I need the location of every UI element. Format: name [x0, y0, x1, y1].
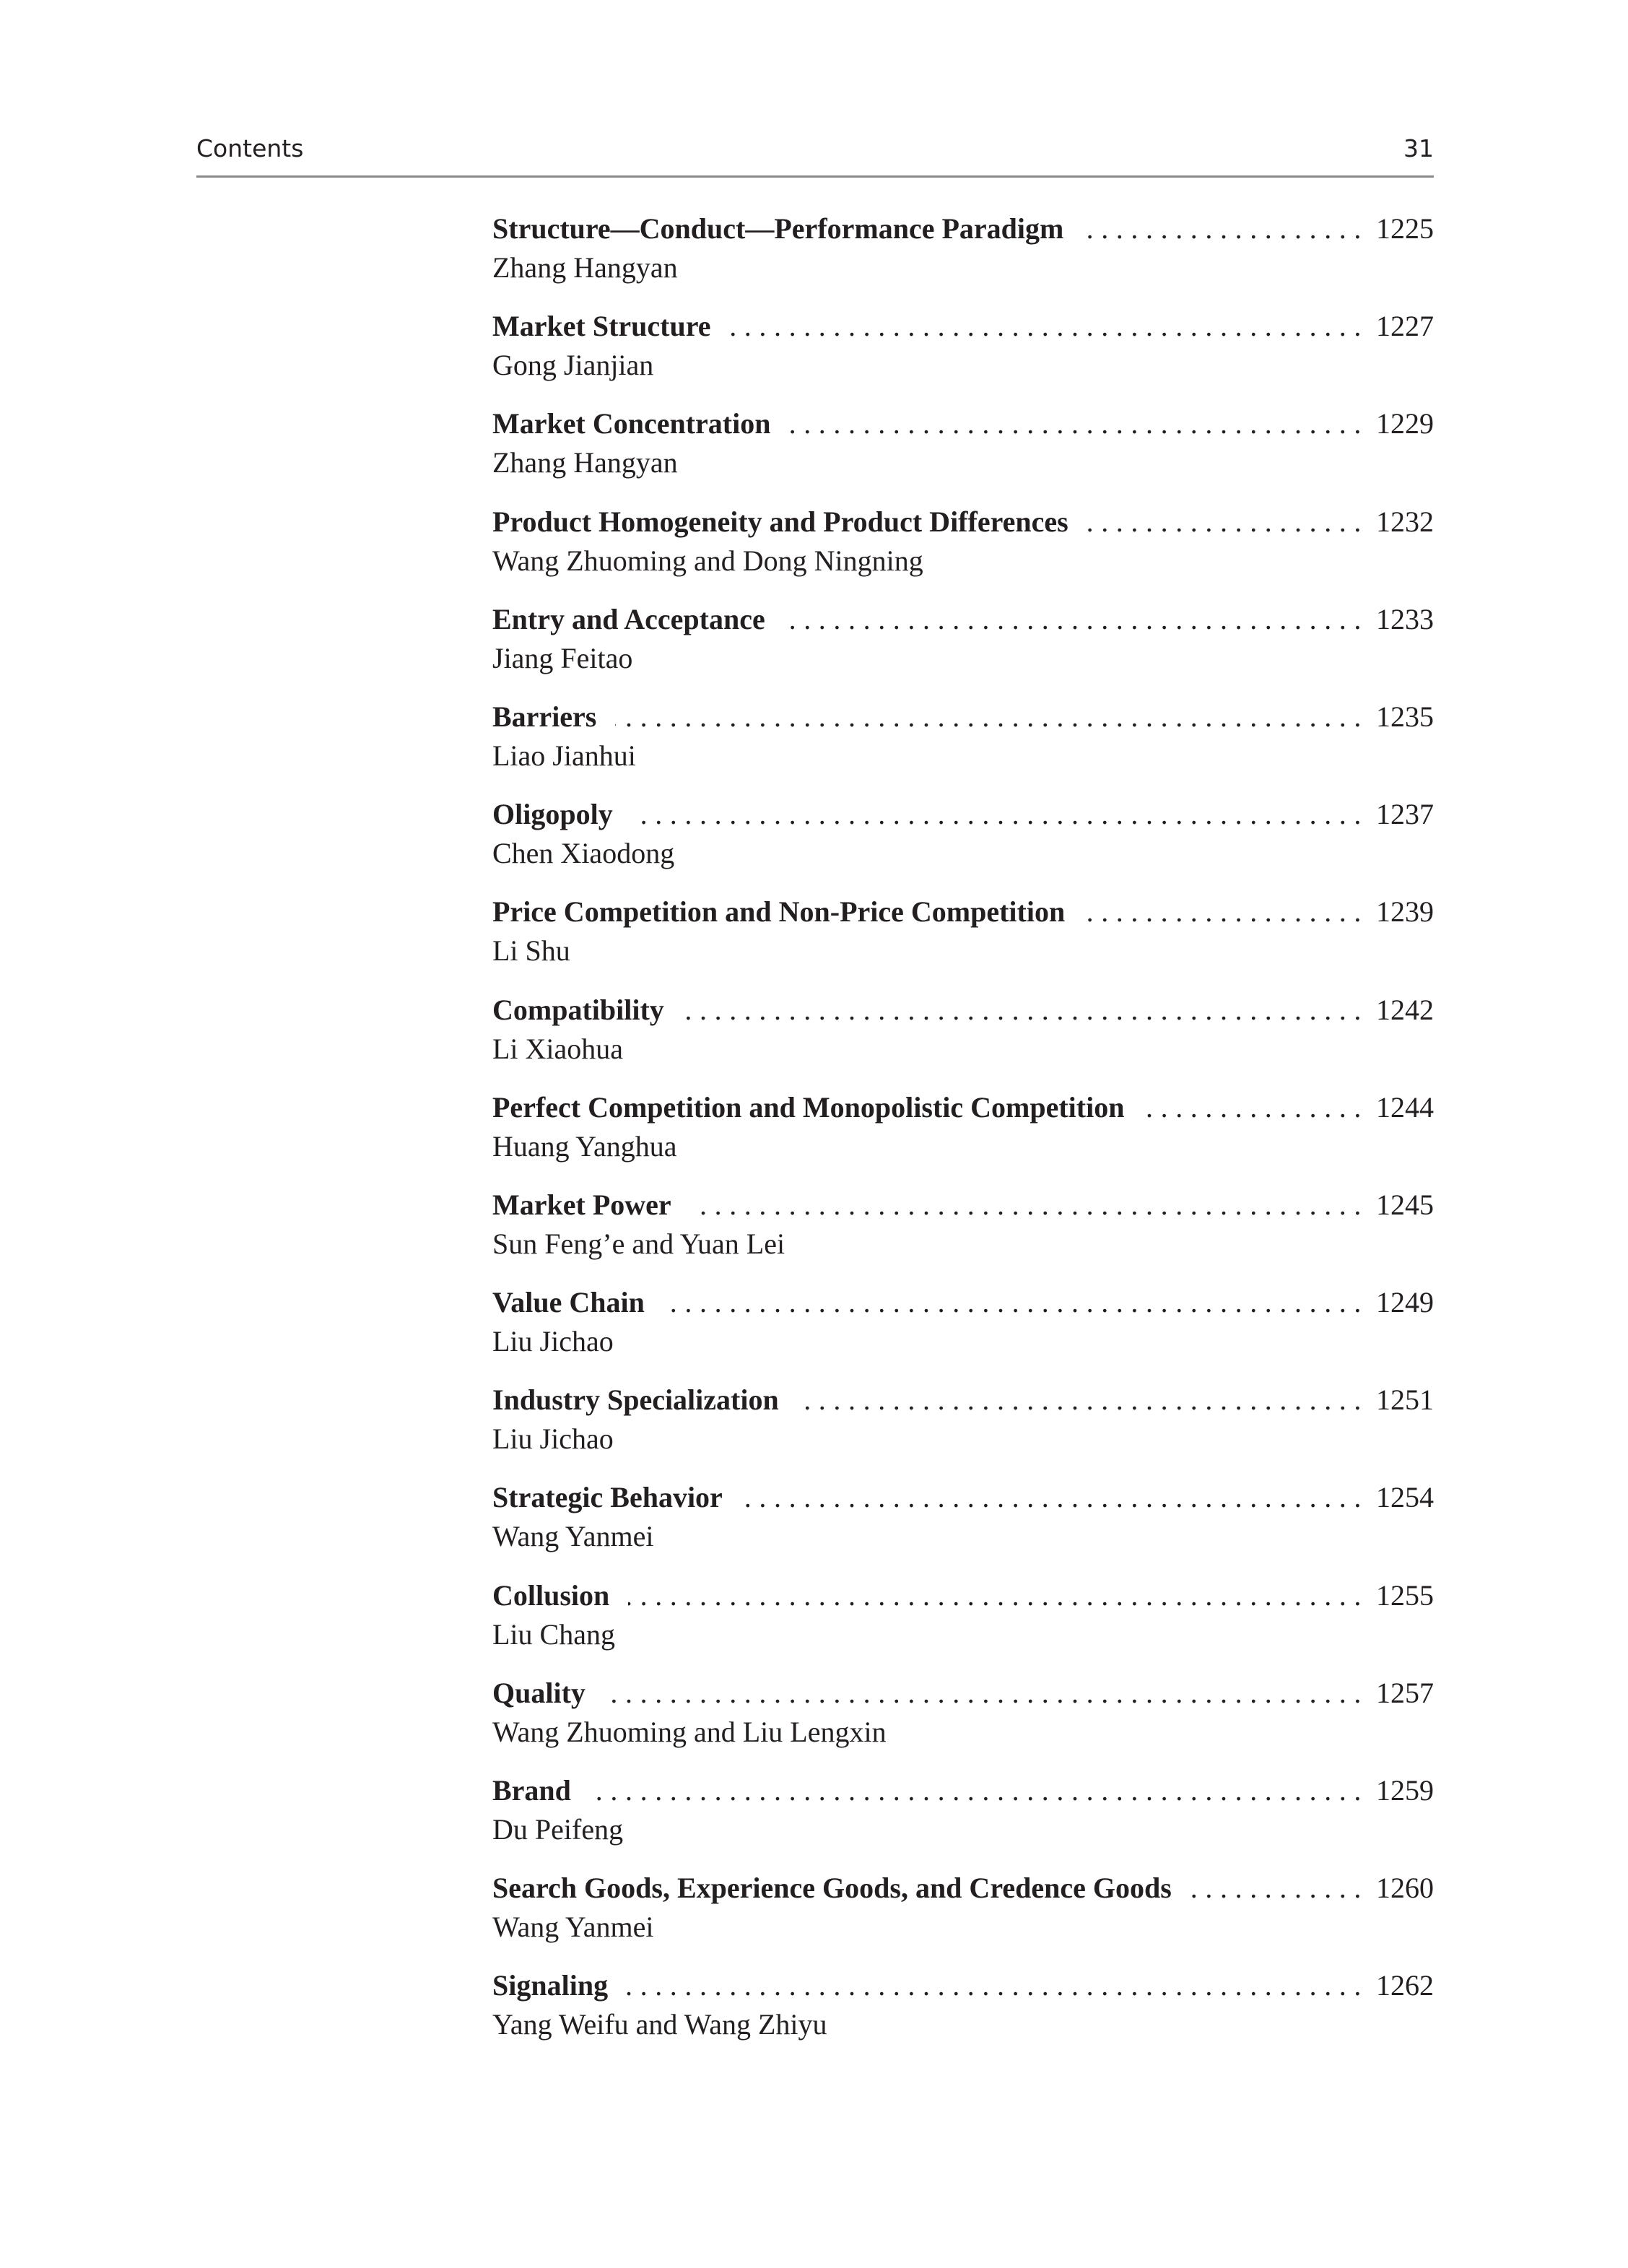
- dot-leader: [683, 991, 1369, 1030]
- toc-entry[interactable]: [492, 1869, 1434, 1966]
- toc-entry[interactable]: [492, 503, 1434, 600]
- entry-authors: Wang Yanmei: [492, 1911, 654, 1944]
- entry-title: Collusion: [492, 1578, 610, 1612]
- entry-title: Barriers: [492, 700, 597, 733]
- entry-page: 1244: [1376, 1090, 1434, 1124]
- entry-title: Brand: [492, 1774, 571, 1807]
- dot-leader: [1087, 503, 1369, 542]
- dot-leader: [1084, 892, 1369, 931]
- entry-page: 1245: [1376, 1188, 1434, 1221]
- toc-entry[interactable]: [492, 892, 1434, 990]
- toc-entry[interactable]: [492, 1771, 1434, 1869]
- entry-authors: Huang Yanghua: [492, 1129, 677, 1163]
- entry-page: 1233: [1376, 602, 1434, 635]
- dot-leader: [604, 1674, 1369, 1713]
- entry-page: 1251: [1376, 1383, 1434, 1417]
- entry-authors: Li Xiaohua: [492, 1032, 624, 1065]
- entry-title: Oligopoly: [492, 798, 613, 831]
- entry-title: Price Competition and Non-Price Competition: [492, 895, 1066, 929]
- entry-authors: Wang Zhuoming and Liu Lengxin: [492, 1715, 887, 1748]
- dot-leader: [590, 1771, 1369, 1810]
- dot-leader: [690, 1186, 1369, 1225]
- toc-entry[interactable]: [492, 1674, 1434, 1771]
- dot-leader: [1190, 1869, 1369, 1908]
- toc-list: [492, 209, 1434, 2064]
- entry-page: 1260: [1376, 1872, 1434, 1905]
- header-rule: [196, 175, 1434, 178]
- entry-authors: Jiang Feitao: [492, 641, 633, 674]
- toc-entry[interactable]: [492, 991, 1434, 1088]
- toc-entry[interactable]: [492, 1478, 1434, 1576]
- entry-title: Market Power: [492, 1188, 671, 1221]
- entry-page: 1235: [1376, 700, 1434, 733]
- entry-title: Structure—Conduct—Performance Paradigm: [492, 212, 1064, 245]
- page-number: 31: [1403, 134, 1434, 162]
- entry-authors: Yang Weifu and Wang Zhiyu: [492, 2008, 827, 2041]
- entry-title: Search Goods, Experience Goods, and Credence Goods: [492, 1872, 1172, 1905]
- toc-entry[interactable]: [492, 698, 1434, 795]
- dot-leader: [789, 404, 1369, 443]
- entry-authors: Gong Jianjian: [492, 349, 654, 382]
- toc-entry[interactable]: [492, 1966, 1434, 2064]
- dot-leader: [730, 307, 1370, 346]
- dot-leader: [1082, 209, 1369, 248]
- toc-entry[interactable]: [492, 1576, 1434, 1674]
- toc-entry[interactable]: [492, 795, 1434, 892]
- toc-entry[interactable]: [492, 307, 1434, 404]
- section-title: Contents: [196, 134, 304, 162]
- entry-page: 1239: [1376, 895, 1434, 929]
- entry-authors: Liao Jianhui: [492, 739, 636, 772]
- entry-title: Value Chain: [492, 1286, 645, 1319]
- entry-title: Industry Specialization: [492, 1383, 779, 1417]
- entry-page: 1257: [1376, 1676, 1434, 1709]
- entry-page: 1242: [1376, 993, 1434, 1026]
- toc-entry[interactable]: [492, 209, 1434, 307]
- running-head: [196, 129, 1434, 163]
- entry-authors: Wang Zhuoming and Dong Ningning: [492, 544, 923, 577]
- dot-leader: [798, 1381, 1369, 1420]
- entry-title: Signaling: [492, 1969, 609, 2002]
- entry-page: 1259: [1376, 1774, 1434, 1807]
- toc-entry[interactable]: [492, 1381, 1434, 1478]
- entry-page: 1225: [1376, 212, 1434, 245]
- entry-page: 1262: [1376, 1969, 1434, 2002]
- entry-authors: Li Shu: [492, 934, 570, 968]
- entry-page: 1229: [1376, 407, 1434, 440]
- entry-authors: Sun Feng’e and Yuan Lei: [492, 1227, 785, 1260]
- entry-authors: Zhang Hangyan: [492, 446, 678, 479]
- entry-title: Entry and Acceptance: [492, 602, 765, 635]
- entry-authors: Zhang Hangyan: [492, 251, 678, 284]
- entry-authors: Du Peifeng: [492, 1813, 624, 1846]
- entry-page: 1227: [1376, 310, 1434, 343]
- entry-page: 1255: [1376, 1578, 1434, 1612]
- entry-title: Quality: [492, 1676, 586, 1709]
- entry-page: 1254: [1376, 1481, 1434, 1514]
- dot-leader: [1143, 1088, 1369, 1127]
- toc-entry[interactable]: [492, 1186, 1434, 1283]
- toc-entry[interactable]: [492, 600, 1434, 698]
- entry-authors: Liu Jichao: [492, 1325, 614, 1358]
- entry-title: Strategic Behavior: [492, 1481, 723, 1514]
- dot-leader: [663, 1283, 1369, 1322]
- entry-authors: Liu Chang: [492, 1617, 615, 1651]
- entry-title: Perfect Competition and Monopolistic Competition: [492, 1090, 1125, 1124]
- dot-leader: [628, 1576, 1369, 1615]
- entry-authors: Liu Jichao: [492, 1422, 614, 1456]
- entry-title: Compatibility: [492, 993, 664, 1026]
- entry-page: 1232: [1376, 505, 1434, 538]
- entry-title: Market Concentration: [492, 407, 771, 440]
- entry-title: Product Homogeneity and Product Differences: [492, 505, 1068, 538]
- dot-leader: [784, 600, 1369, 639]
- entry-title: Market Structure: [492, 310, 711, 343]
- dot-leader: [615, 698, 1369, 737]
- toc-entry[interactable]: [492, 1088, 1434, 1186]
- toc-entry[interactable]: [492, 404, 1434, 502]
- dot-leader: [632, 795, 1369, 834]
- entry-page: 1237: [1376, 798, 1434, 831]
- entry-authors: Chen Xiaodong: [492, 837, 675, 870]
- dot-leader: [741, 1478, 1369, 1517]
- entry-page: 1249: [1376, 1286, 1434, 1319]
- toc-entry[interactable]: [492, 1283, 1434, 1381]
- entry-authors: Wang Yanmei: [492, 1520, 654, 1553]
- dot-leader: [627, 1966, 1369, 2005]
